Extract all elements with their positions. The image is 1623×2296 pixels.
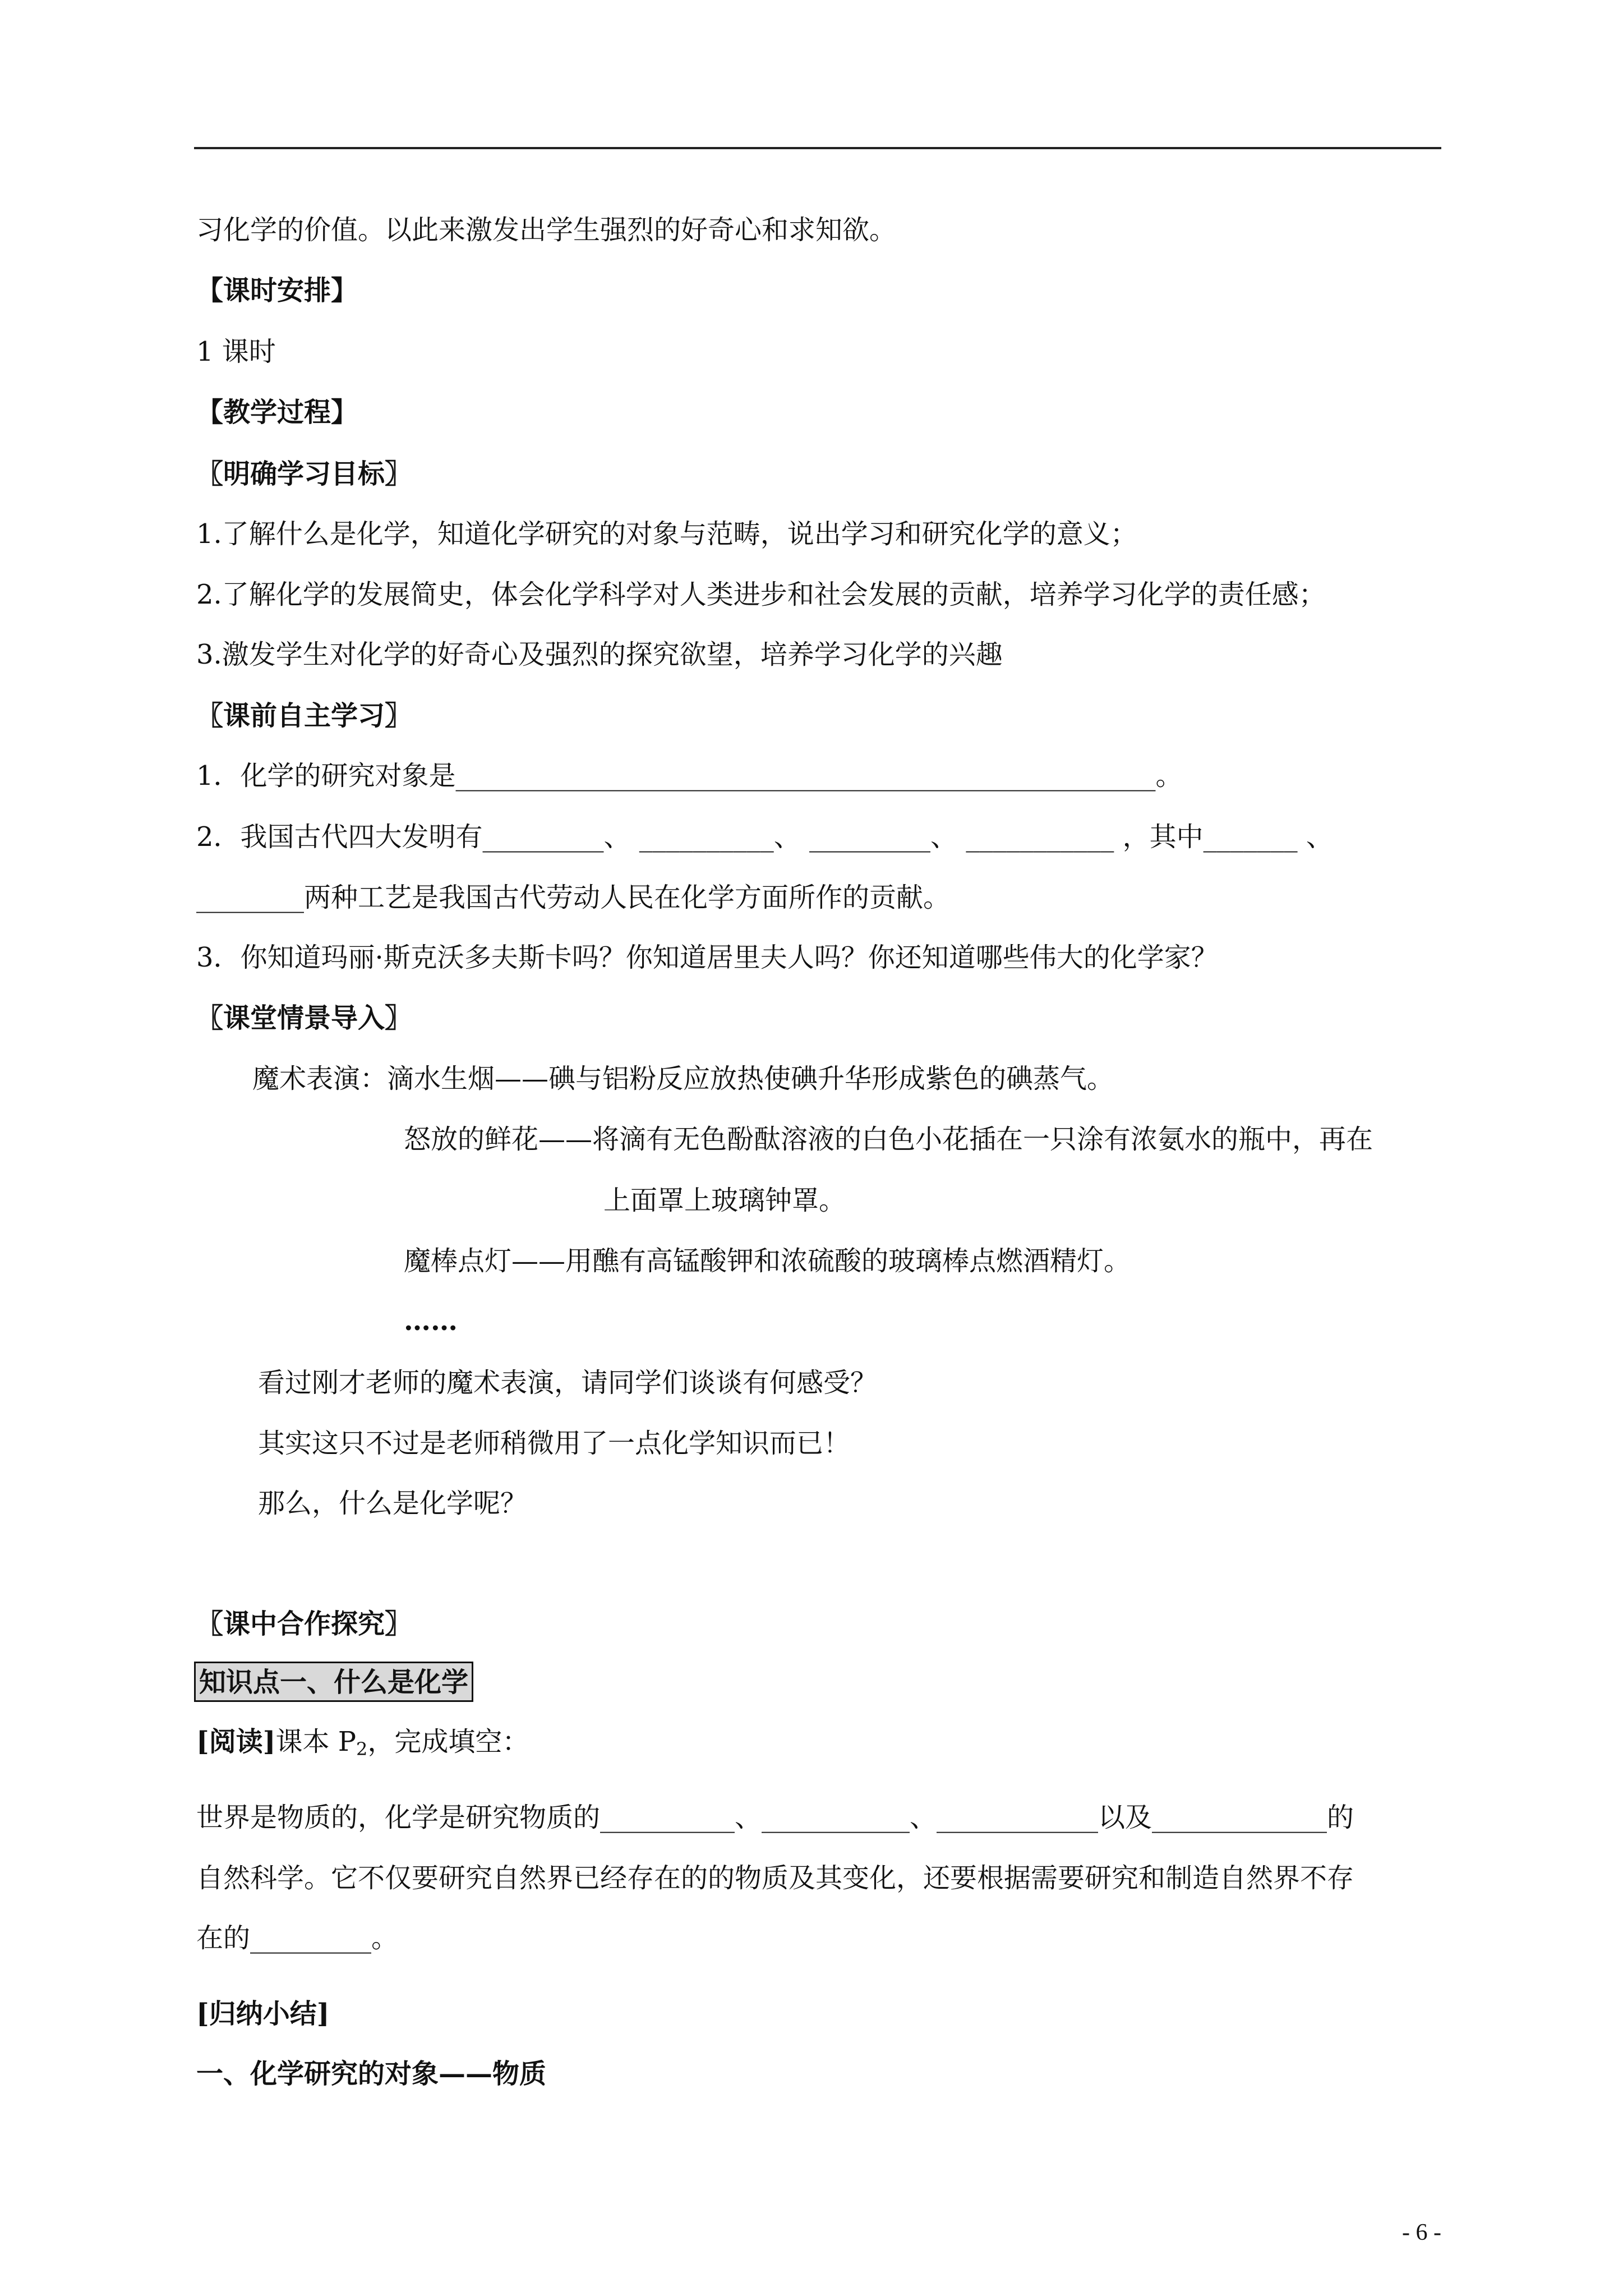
magic-show-3: 魔棒点灯——用醮有高锰酸钾和浓硫酸的玻璃棒点燃酒精灯。 xyxy=(404,1245,1131,1277)
question-2: 2．我国古代四大发明有_________、 __________、 _________、 ___________ ，其中_______ 、 xyxy=(196,821,1333,853)
knowledge-point-1-box xyxy=(194,1662,473,1702)
page-number: - 6 - xyxy=(1402,2220,1441,2246)
knowledge-point-1-title: 知识点一、什么是化学 xyxy=(194,1662,473,1702)
header-rule xyxy=(194,147,1441,149)
goal-item-2: 2.了解化学的发展简史，体会化学科学对人类进步和社会发展的贡献，培养学习化学的责任感； xyxy=(196,579,1326,610)
heading-class-schedule: 【课时安排】 xyxy=(196,275,358,306)
reading-instruction xyxy=(196,1725,529,1766)
question-3: 3．你知道玛丽·斯克沃多夫斯卡吗？你知道居里夫人吗？你还知道哪些伟大的化学家？ xyxy=(196,942,1218,973)
magic-show-2: 怒放的鲜花——将滴有无色酚酞溶液的白色小花插在一只涂有浓氨水的瓶中，再在 xyxy=(404,1124,1373,1155)
prompt-line-3: 那么，什么是化学呢？ xyxy=(258,1488,528,1519)
fill-blank-line-2: 自然科学。它不仅要研究自然界已经存在的的物质及其变化，还要根据需要研究和制造自然界不存 xyxy=(196,1862,1354,1894)
question-1: 1．化学的研究对象是____________________________________________________。 xyxy=(196,760,1183,792)
magic-show-1: 魔术表演：滴水生烟——碘与铝粉反应放热使碘升华形成紫色的碘蒸气。 xyxy=(252,1063,1114,1094)
question-2-continued: ________两种工艺是我国古代劳动人民在化学方面所作的贡献。 xyxy=(196,882,951,913)
goal-item-3: 3.激发学生对化学的好奇心及强烈的探究欲望，培养学习化学的兴趣 xyxy=(196,639,1003,670)
heading-research-object: 一、化学研究的对象——物质 xyxy=(196,2058,547,2090)
prompt-line-1: 看过刚才老师的魔术表演，请同学们谈谈有何感受？ xyxy=(258,1367,878,1398)
prompt-line-2: 其实这只不过是老师稍微用了一点化学知识而已！ xyxy=(258,1428,851,1459)
text-line-1: 习化学的价值。以此来激发出学生强烈的好奇心和求知欲。 xyxy=(196,214,897,246)
goal-item-1: 1.了解什么是化学，知道化学研究的对象与范畴，说出学习和研究化学的意义； xyxy=(196,518,1137,550)
reading-subscript: 2 xyxy=(356,1738,368,1760)
reading-text-2: ，完成填空： xyxy=(367,1726,529,1757)
fill-blank-line-1: 世界是物质的，化学是研究物质的__________、___________、____________以及_____________的 xyxy=(196,1802,1354,1833)
heading-teaching-process: 【教学过程】 xyxy=(196,397,358,428)
reading-tag: [阅读] xyxy=(196,1726,276,1757)
heading-cooperative-inquiry: 〖课中合作探究〗 xyxy=(196,1608,412,1640)
fill-blank-line-3: 在的_________。 xyxy=(196,1922,399,1954)
reading-text: 课本 P xyxy=(275,1726,356,1757)
heading-scene-intro: 〖课堂情景导入〗 xyxy=(196,1002,412,1034)
heading-learning-goals: 〖明确学习目标〗 xyxy=(196,458,412,490)
text-class-hours: 1 课时 xyxy=(196,336,276,367)
heading-summary: [归纳小结] xyxy=(196,1998,330,2030)
magic-show-2-continued: 上面罩上玻璃钟罩。 xyxy=(603,1185,846,1216)
heading-self-study: 〖课前自主学习〗 xyxy=(196,700,412,731)
ellipsis: …… xyxy=(404,1305,458,1337)
